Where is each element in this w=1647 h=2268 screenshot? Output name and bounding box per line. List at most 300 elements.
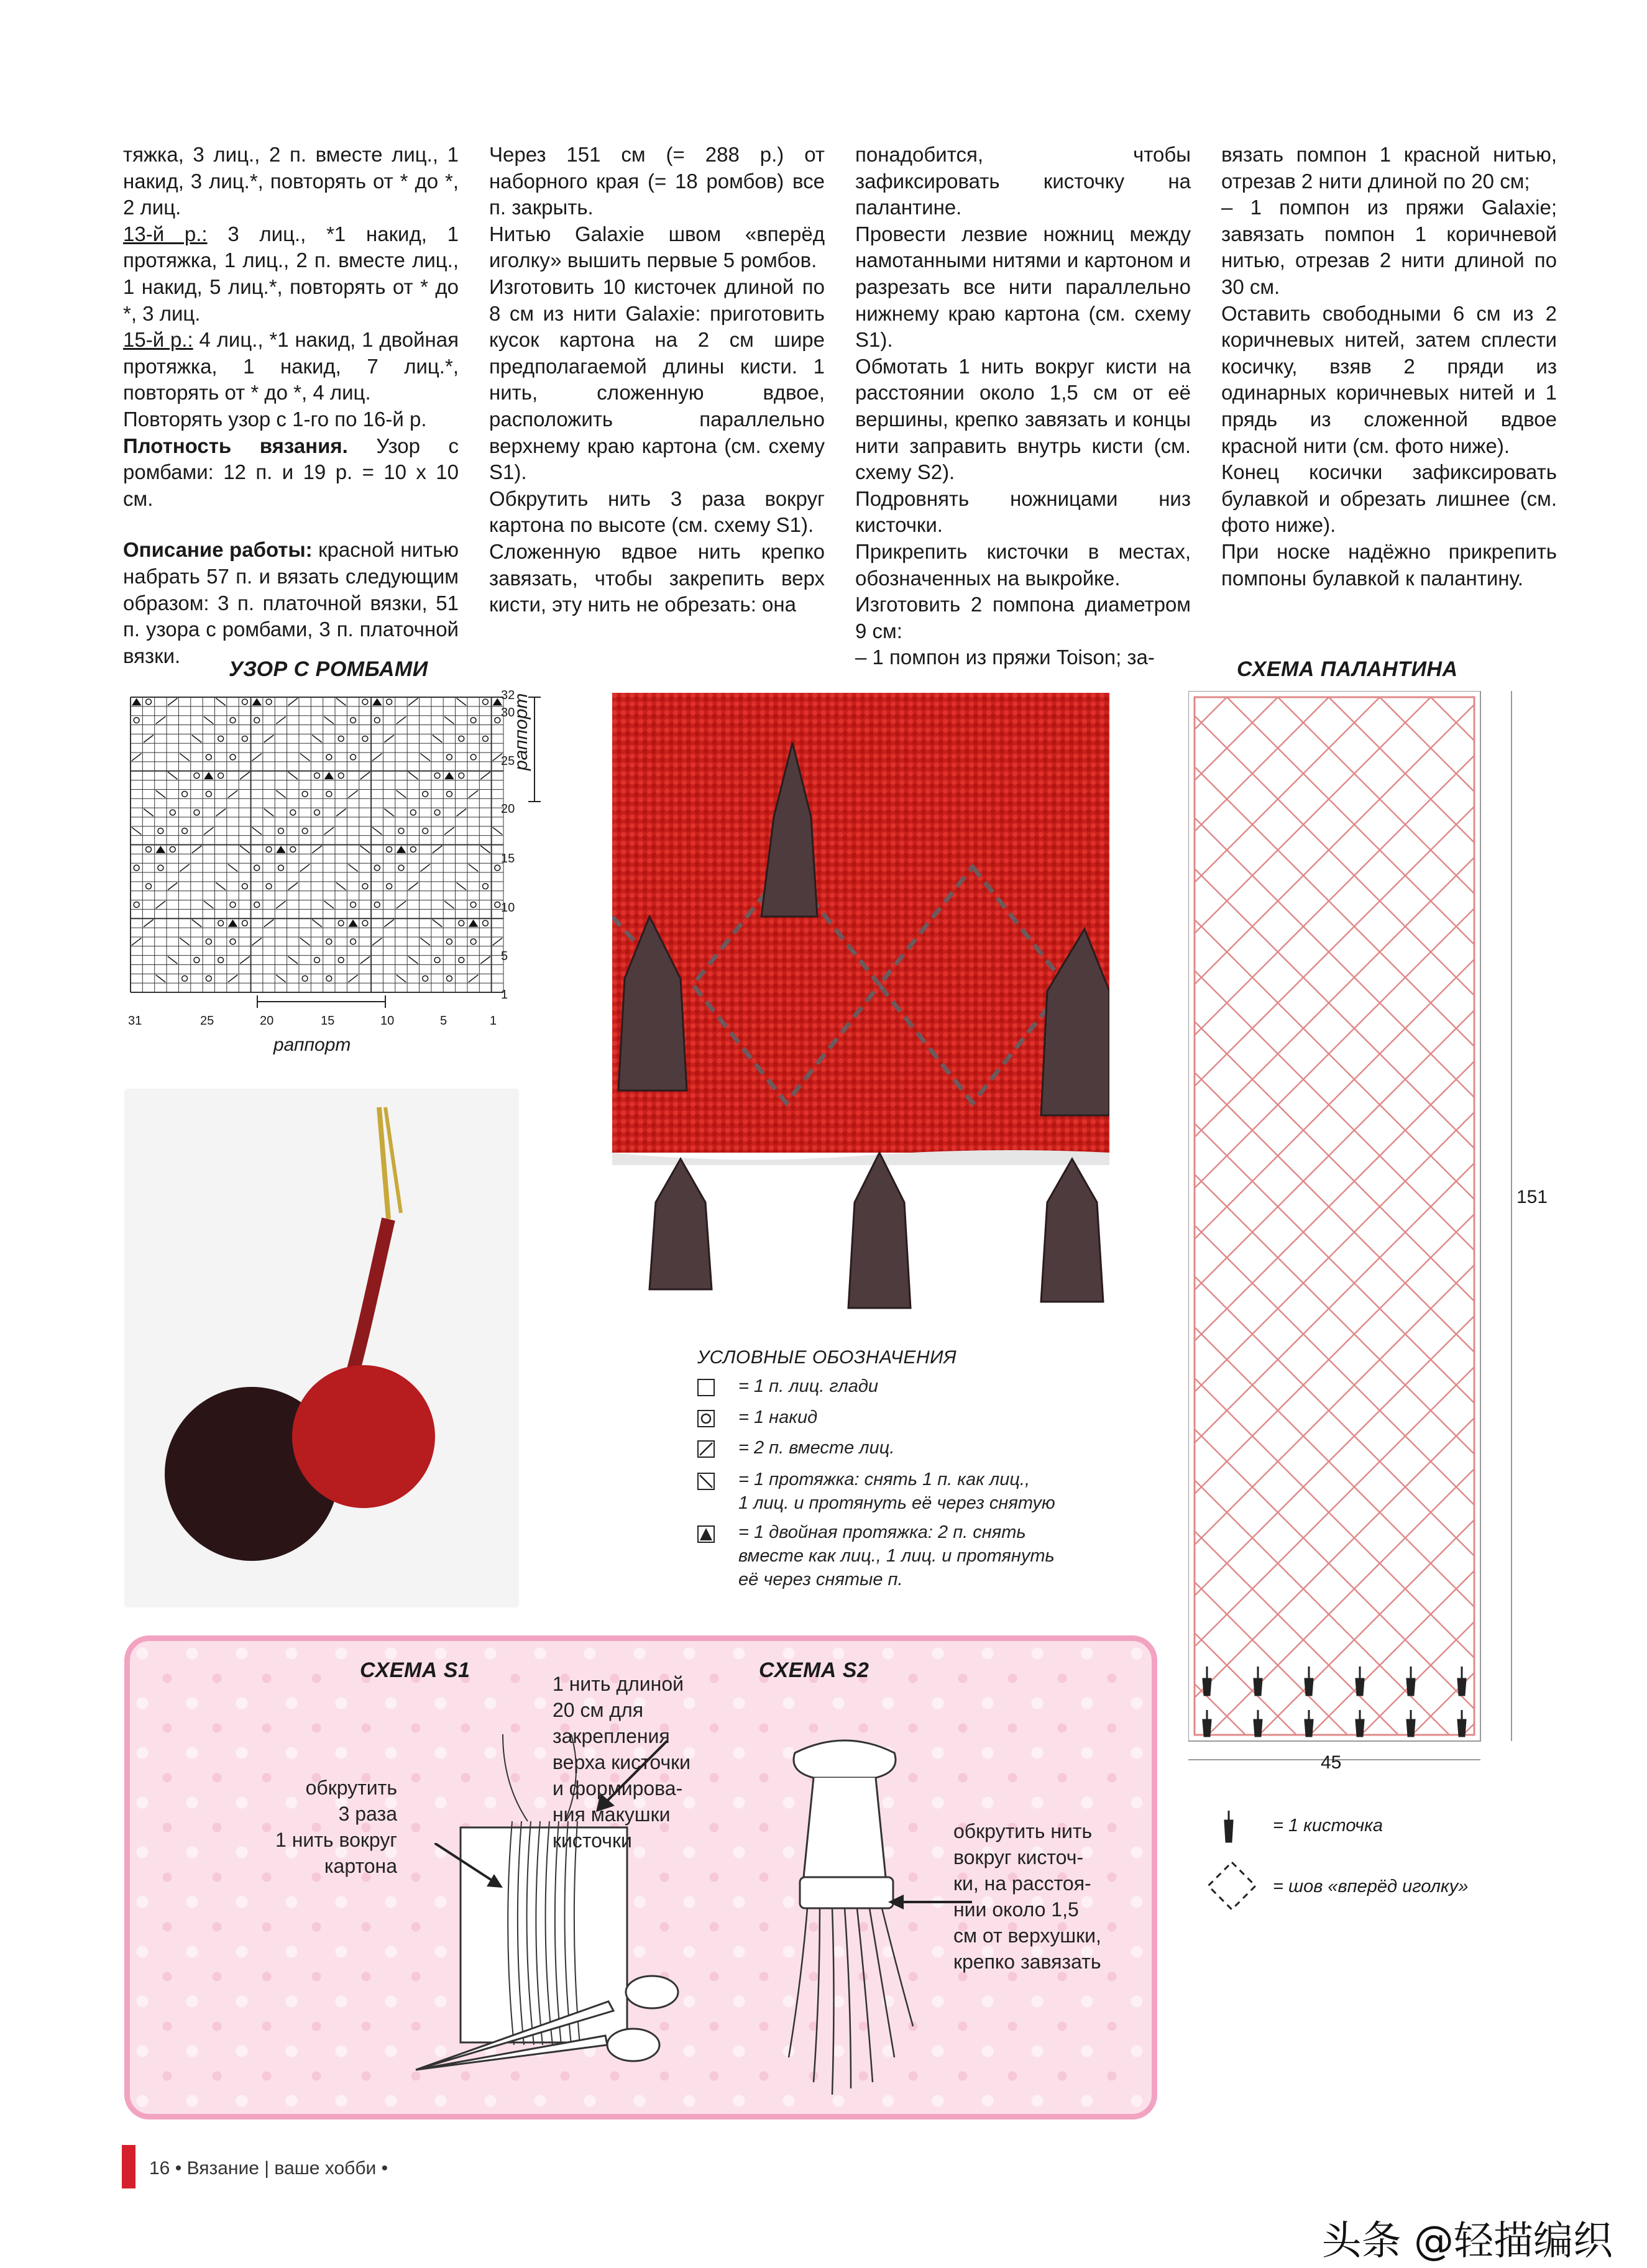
- yarn-over-symbol: [266, 699, 272, 705]
- s1-right-line: 20 см для: [553, 1699, 644, 1721]
- yarn-over-symbol: [362, 699, 368, 705]
- decrease-symbol: [324, 827, 334, 834]
- yarn-over-symbol: [194, 958, 200, 963]
- tassel-drawing: [794, 1740, 896, 1908]
- decrease-symbol: [240, 772, 249, 779]
- yarn-over-symbol: [410, 810, 416, 815]
- scheme-height-label: 151: [1516, 1187, 1548, 1207]
- yarn-over-symbol: [470, 902, 476, 908]
- decrease-symbol: [276, 975, 285, 982]
- decrease-symbol: [180, 754, 189, 761]
- yarn-over-symbol: [470, 718, 476, 723]
- yarn-over-symbol: [470, 939, 476, 944]
- yarn-over-symbol: [446, 939, 452, 944]
- decrease-symbol: [384, 920, 393, 927]
- decrease-symbol: [397, 790, 406, 798]
- s2-line: нии около 1,5: [953, 1898, 1079, 1921]
- text-column-3: [855, 142, 1191, 671]
- s1-right-line: закрепления: [553, 1725, 670, 1747]
- yarn-over-symbol: [351, 754, 356, 760]
- decrease-symbol: [240, 846, 249, 853]
- legend-tassel-text: = 1 кисточка: [1273, 1816, 1383, 1836]
- decrease-symbol: [216, 698, 225, 705]
- decrease-symbol: [264, 735, 273, 743]
- scheme-s2-drawing: [751, 1734, 950, 2107]
- yarn-over-symbol: [326, 791, 332, 797]
- decrease-symbol: [300, 938, 310, 945]
- decrease-symbol: [324, 716, 334, 724]
- decrease-symbol: [480, 956, 490, 964]
- double-decrease-symbol: [156, 846, 165, 853]
- decrease-symbol: [408, 882, 418, 890]
- legend-item: её через снятые п.: [738, 1570, 903, 1589]
- yarn-over-symbol: [434, 958, 440, 963]
- decrease-symbol: [372, 754, 382, 761]
- double-decrease-symbol: [252, 698, 261, 705]
- yarn-over-symbol: [206, 791, 211, 797]
- yarn-over-symbol: [134, 902, 139, 908]
- chart-tick: 30: [501, 706, 515, 720]
- yarn-over-symbol: [459, 773, 464, 779]
- yarn-over-symbol: [206, 976, 211, 981]
- decrease-symbol: [384, 735, 393, 743]
- paragraph: [123, 221, 459, 327]
- decrease-symbol: [264, 920, 273, 927]
- row-label: 13-й р.:: [123, 222, 208, 245]
- decrease-symbol: [433, 846, 442, 853]
- s1-left-line: 3 раза: [338, 1803, 397, 1825]
- decrease-symbol: [433, 735, 442, 743]
- paragraph: [123, 433, 459, 513]
- s1-left-line: обкрутить: [305, 1776, 397, 1799]
- decrease-symbol: [372, 827, 382, 834]
- decrease-symbol: [444, 901, 454, 908]
- s1-right-line: 1 нить длиной: [553, 1673, 684, 1695]
- chart-tick: 10: [501, 901, 515, 915]
- yarn-over-icon: [697, 1410, 715, 1427]
- bold-label: Плотность вязания.: [123, 434, 348, 457]
- decrease-symbol: [156, 790, 165, 798]
- tassel-schemes-panel: [124, 1635, 1157, 2119]
- legend-item: 1 лиц. и протянуть её через снятую: [738, 1493, 1055, 1513]
- decrease-symbol: [132, 827, 141, 834]
- decrease-symbol: [204, 827, 213, 834]
- s2-line: обкрутить нить: [953, 1820, 1093, 1842]
- paragraph: Нитью Galaxie швом «вперёд иголку» вышить первые 5 ромбов.: [489, 222, 825, 272]
- decrease-symbol: [312, 920, 321, 927]
- row-text: 4 лиц., *1 накид, 1 двойная протяжка, 1 накид, 7 лиц.*, повторять от * до *, 4 лиц.: [123, 328, 459, 405]
- yarn-over-symbol: [170, 846, 175, 852]
- yarn-over-symbol: [387, 884, 392, 889]
- running-stitch-icon: [1207, 1861, 1257, 1911]
- yarn-over-symbol: [387, 699, 392, 705]
- paragraph: – 1 помпон из пряжи Galaxie; завязать помпон 1 коричневой нитью, отрезав 2 нити длиной по 30 см.: [1221, 196, 1557, 298]
- paragraph: Оставить свободными 6 см из 2 коричневых нитей, затем сплести косичку, взяв 2 пряди из одинарных коричневых нитей и 1 прядь из сложенной вдвое красной нити (см. фото ниже).: [1221, 301, 1557, 457]
- decrease-symbol: [457, 809, 466, 816]
- yarn-over-symbol: [194, 810, 200, 815]
- yarn-over-symbol: [146, 884, 152, 889]
- knitted-fabric-photo: [612, 693, 1109, 1327]
- yarn-over-symbol: [218, 736, 224, 741]
- yarn-over-symbol: [326, 976, 332, 981]
- yarn-over-symbol: [146, 846, 152, 852]
- double-decrease-symbol: [348, 920, 357, 927]
- chart-symbols: [132, 698, 502, 982]
- fabric-illustration: [612, 693, 1109, 1327]
- decrease-symbol: [457, 882, 466, 890]
- paragraph-text: красной нитью набрать 57 п. и вязать следующим образом: 3 п. платочной вязки, 51 п. узора с ромбами, 3 п. платочной вязки.: [123, 538, 459, 667]
- s1-right-line: и формирова-: [553, 1777, 683, 1799]
- s2-line: см от верхушки,: [953, 1924, 1101, 1947]
- decrease-symbol: [156, 716, 165, 724]
- page-number: 16: [149, 2158, 170, 2179]
- decrease-symbol: [444, 827, 454, 834]
- decrease-symbol: [420, 864, 429, 872]
- yarn-over-symbol: [170, 810, 175, 815]
- yarn-over-symbol: [374, 718, 380, 723]
- decrease-symbol: [156, 901, 165, 908]
- text-column-1: [123, 142, 459, 669]
- text-column-4: [1221, 142, 1557, 592]
- yarn-over-symbol: [314, 810, 320, 815]
- decrease-symbol: [168, 772, 177, 779]
- yarn-over-symbol: [134, 865, 139, 871]
- yarn-over-symbol: [302, 828, 308, 834]
- lattice-line: [1533, 697, 1536, 1735]
- decrease-symbol: [372, 938, 382, 945]
- decrease-symbol: [168, 698, 177, 705]
- yarn-over-symbol: [206, 754, 211, 760]
- s1-left-line: картона: [324, 1855, 397, 1877]
- decrease-symbol: [312, 846, 321, 853]
- magazine-name: Вязание: [186, 2158, 259, 2179]
- paragraph: При носке надёжно прикрепить помпоны булавкой к палантину.: [1221, 539, 1557, 590]
- paragraph: Изготовить 2 помпона диаметром 9 см:: [855, 593, 1191, 642]
- yarn-over-symbol: [290, 810, 296, 815]
- legend-title: УСЛОВНЫЕ ОБОЗНАЧЕНИЯ: [697, 1347, 957, 1368]
- decrease-symbol: [144, 735, 153, 743]
- decrease-symbol: [192, 846, 201, 853]
- chart-tick: 20: [260, 1014, 274, 1028]
- yarn-over-symbol: [254, 718, 260, 723]
- yarn-over-symbol: [410, 846, 416, 852]
- double-decrease-symbol: [276, 846, 285, 853]
- decrease-symbol: [192, 920, 201, 927]
- decrease-symbol: [276, 790, 285, 798]
- s2-text: [953, 1818, 1101, 1975]
- yarn-over-symbol: [242, 920, 247, 926]
- yarn-over-symbol: [338, 958, 344, 963]
- yarn-over-symbol: [351, 718, 356, 723]
- yarn-over-symbol: [338, 920, 344, 926]
- watermark: 头条 @轻描编织: [1321, 2218, 1613, 2264]
- decrease-symbol: [144, 809, 153, 816]
- legend-stitch-text: = шов «вперёд иголку»: [1273, 1877, 1469, 1896]
- decrease-symbol: [384, 809, 393, 816]
- yarn-over-symbol: [470, 754, 476, 760]
- yarn-over-symbol: [146, 699, 152, 705]
- decrease-symbol: [420, 938, 429, 945]
- page-footer: [149, 2158, 388, 2179]
- paragraph: Обкрутить нить 3 раза вокруг картона по высоте (см. схему S1).: [489, 487, 825, 537]
- pompoms-illustration: [124, 1089, 519, 1607]
- yarn-over-symbol: [398, 865, 404, 871]
- yarn-over-symbol: [278, 865, 283, 871]
- yarn-over-symbol: [206, 939, 211, 944]
- decrease-symbol: [324, 901, 334, 908]
- chart-tick: 20: [501, 802, 515, 816]
- yarn-over-symbol: [302, 791, 308, 797]
- decrease-symbol: [180, 864, 189, 872]
- yarn-over-symbol: [218, 920, 224, 926]
- yarn-over-symbol: [434, 810, 440, 815]
- decrease-symbol: [360, 772, 370, 779]
- s1-right-line: кисточки: [553, 1829, 632, 1852]
- decrease-symbol: [480, 772, 490, 779]
- decrease-symbol: [168, 956, 177, 964]
- decrease-symbol: [348, 864, 357, 872]
- separator: •: [381, 2158, 388, 2179]
- yarn-over-symbol: [351, 939, 356, 944]
- double-decrease-symbol: [324, 772, 334, 779]
- decrease-symbol: [348, 975, 357, 982]
- decrease-symbol: [457, 698, 466, 705]
- yarn-over-symbol: [374, 865, 380, 871]
- s1-right-text: [553, 1671, 690, 1854]
- decrease-symbol: [493, 827, 502, 834]
- yarn-over-symbol: [242, 736, 247, 741]
- s1-title: СХЕМА S1: [360, 1658, 470, 1682]
- section-name: ваше хобби: [274, 2158, 377, 2179]
- decrease-symbol: [144, 920, 153, 927]
- row-text: 3 лиц., *1 накид, 1 протяжка, 1 лиц., 2 п. вместе лиц., 1 накид, 5 лиц.*, повторять от * до *, 3 лиц.: [123, 222, 459, 325]
- paragraph: – 1 помпон из пряжи Toison; за-: [855, 646, 1155, 669]
- decrease-symbol: [300, 754, 310, 761]
- separator: |: [264, 2158, 275, 2179]
- paragraph: понадобится, чтобы зафиксировать кисточку на палантине.: [855, 143, 1191, 219]
- yarn-over-symbol: [194, 773, 200, 779]
- decrease-symbol: [469, 790, 478, 798]
- paragraph: Через 151 см (= 288 р.) от наборного края (= 18 ромбов) все п. закрыть.: [489, 143, 825, 219]
- chart-repeat-label-side: раппорт: [511, 693, 531, 770]
- yarn-over-symbol: [290, 846, 296, 852]
- yarn-over-symbol: [338, 773, 344, 779]
- yarn-over-symbol: [182, 828, 188, 834]
- decrease-symbol: [300, 864, 310, 872]
- yarn-over-symbol: [483, 920, 489, 926]
- yarn-over-symbol: [182, 976, 188, 981]
- legend-item: = 1 двойная протяжка: 2 п. снять: [738, 1522, 1026, 1542]
- yarn-over-symbol: [266, 846, 272, 852]
- scheme-title: СХЕМА ПАЛАНТИНА: [1237, 657, 1458, 681]
- yarn-over-symbol: [351, 902, 356, 908]
- chart-tick: 15: [321, 1014, 335, 1028]
- chart-tick: 5: [440, 1014, 447, 1028]
- decrease-symbol: [397, 901, 406, 908]
- paragraph: [123, 327, 459, 406]
- chart-tick: 15: [501, 852, 515, 866]
- paragraph: Повторять узор с 1-го по 16-й р.: [123, 407, 427, 431]
- legend-item: = 1 накид: [738, 1407, 818, 1427]
- decrease-symbol: [348, 790, 357, 798]
- yarn-over-symbol: [398, 828, 404, 834]
- footer-accent-bar: [122, 2145, 135, 2188]
- knit-stitch-icon: [697, 1379, 715, 1396]
- chart-tick: 31: [128, 1014, 142, 1028]
- scheme-outline: [1188, 691, 1480, 1741]
- yarn-over-symbol: [230, 718, 236, 723]
- decrease-symbol: [204, 716, 213, 724]
- decrease-symbol: [336, 698, 346, 705]
- scheme-width-label: 45: [1321, 1752, 1342, 1773]
- paragraph: Прикрепить кисточки в местах, обозначенных на выкройке.: [855, 539, 1191, 590]
- yarn-over-symbol: [182, 791, 188, 797]
- k2tog-icon: [697, 1440, 715, 1458]
- yarn-over-symbol: [254, 902, 260, 908]
- double-decrease-symbol: [397, 846, 406, 853]
- paragraph: тяжка, 3 лиц., 2 п. вместе лиц., 1 накид, 3 лиц.*, повторять от * до *, 2 лиц.: [123, 143, 459, 219]
- yarn-over-symbol: [278, 828, 283, 834]
- yarn-over-symbol: [423, 791, 428, 797]
- decrease-symbol: [480, 846, 490, 853]
- legend-item: = 1 протяжка: снять 1 п. как лиц.,: [738, 1470, 1030, 1489]
- decrease-symbol: [469, 864, 478, 872]
- s1-left-text: [155, 1775, 397, 1879]
- yarn-over-symbol: [459, 736, 464, 741]
- chart-tick: 25: [501, 754, 515, 768]
- decrease-symbol: [252, 827, 261, 834]
- chart-tick: 5: [501, 949, 508, 963]
- decrease-symbol: [228, 864, 237, 872]
- yarn-over-symbol: [387, 846, 392, 852]
- paragraph: Подровнять ножницами низ кисточки.: [855, 487, 1191, 537]
- chart-repeat-label-bottom: раппорт: [273, 1035, 351, 1055]
- yarn-over-symbol: [314, 958, 320, 963]
- decrease-symbol: [168, 882, 177, 890]
- yarn-over-symbol: [158, 865, 163, 871]
- decrease-symbol: [252, 754, 261, 761]
- decrease-symbol: [408, 772, 418, 779]
- decrease-symbol: [336, 882, 346, 890]
- legend-item: вместе как лиц., 1 лиц. и протянуть: [738, 1546, 1055, 1566]
- chart-title: УЗОР С РОМБАМИ: [229, 657, 428, 681]
- paragraph: Изготовить 10 кисточек длиной по 8 см из нити Galaxie: приготовить кусок картона на 2 см шире предполагаемой длины кисти. 1 нить, сложенную вдвое, расположить параллельно верхнему краю картона (см. схему S1).: [489, 275, 825, 484]
- decrease-symbol: [156, 975, 165, 982]
- chart-grid: [131, 697, 503, 992]
- decrease-symbol: [264, 809, 273, 816]
- yarn-over-symbol: [423, 828, 428, 834]
- paragraph-text: Узор с ромбами: 12 п. и 19 р. = 10 х 10 см.: [123, 434, 459, 510]
- decrease-symbol: [204, 901, 213, 908]
- decrease-symbol: [216, 882, 225, 890]
- decrease-symbol: [276, 901, 285, 908]
- yarn-over-symbol: [446, 976, 452, 981]
- chart-tick: 32: [501, 688, 515, 702]
- s2-line: вокруг кисточ-: [953, 1846, 1084, 1868]
- decrease-symbol: [360, 846, 370, 853]
- yarn-over-symbol: [362, 920, 368, 926]
- yarn-over-symbol: [326, 939, 332, 944]
- yarn-over-symbol: [230, 939, 236, 944]
- yarn-over-symbol: [483, 736, 489, 741]
- decrease-symbol: [312, 735, 321, 743]
- yarn-over-symbol: [134, 718, 139, 723]
- row-label: 15-й р.:: [123, 328, 193, 352]
- tassel-strands: [789, 1908, 913, 2095]
- s1-right-line: верха кисточки: [553, 1751, 691, 1773]
- decrease-symbol: [397, 716, 406, 724]
- double-decrease-symbol: [372, 698, 382, 705]
- separator: •: [175, 2158, 187, 2179]
- yarn-over-symbol: [483, 699, 489, 705]
- decrease-symbol: [252, 938, 261, 945]
- legend-item: = 1 п. лиц. глади: [738, 1376, 879, 1396]
- double-decrease-symbol: [444, 772, 454, 779]
- decrease-symbol: [132, 938, 141, 945]
- pompoms-photo: [124, 1089, 519, 1607]
- decrease-symbol: [397, 975, 406, 982]
- decrease-symbol: [192, 735, 201, 743]
- paragraph: Сложенную вдвое нить крепко завязать, чтобы закрепить верх кисти, эту нить не обрезать: она: [489, 539, 825, 616]
- yarn-over-symbol: [302, 976, 308, 981]
- yarn-over-symbol: [495, 865, 500, 871]
- decrease-symbol: [216, 809, 225, 816]
- yarn-over-symbol: [374, 902, 380, 908]
- decrease-symbol: [420, 754, 429, 761]
- double-decrease-icon: [697, 1525, 715, 1543]
- paragraph: Конец косички зафиксировать булавкой и обрезать лишнее (см. фото ниже).: [1221, 460, 1557, 537]
- paragraph: Обмотать 1 нить вокруг кисти на расстоянии около 1,5 см от её вершины, крепко завязать и концы нити заправить внутрь кисти (см. схему S2).: [855, 354, 1191, 484]
- double-decrease-symbol: [469, 920, 478, 927]
- yarn-over-symbol: [326, 754, 332, 760]
- paragraph: [123, 537, 459, 669]
- s2-line: ки, на расстоя-: [953, 1872, 1091, 1895]
- yarn-over-symbol: [483, 884, 489, 889]
- decrease-symbol: [240, 956, 249, 964]
- decrease-symbol: [288, 698, 298, 705]
- s1-left-line: 1 нить вокруг: [275, 1829, 397, 1851]
- yarn-over-symbol: [314, 773, 320, 779]
- decrease-symbol: [180, 938, 189, 945]
- yarn-over-symbol: [218, 773, 224, 779]
- yarn-over-symbol: [434, 773, 440, 779]
- yarn-over-symbol: [230, 902, 236, 908]
- decrease-symbol: [132, 754, 141, 761]
- decrease-symbol: [493, 938, 502, 945]
- yarn-over-symbol: [495, 718, 500, 723]
- yarn-over-symbol: [254, 865, 260, 871]
- scarf-scheme: [1188, 691, 1536, 1772]
- yarn-over-symbol: [362, 736, 368, 741]
- yarn-over-symbol: [158, 828, 163, 834]
- chart-tick: 10: [380, 1014, 395, 1028]
- double-decrease-symbol: [204, 772, 213, 779]
- decrease-symbol: [469, 975, 478, 982]
- decrease-symbol: [336, 809, 346, 816]
- paragraph: Провести лезвие ножниц между намотанными нитями и картоном и разрезать все нити параллельно нижнему краю картона (см. схему S1).: [855, 222, 1191, 352]
- yarn-over-symbol: [338, 736, 344, 741]
- yarn-over-symbol: [230, 754, 236, 760]
- decrease-symbol: [288, 772, 298, 779]
- chart-tick: 1: [501, 988, 508, 1002]
- yarn-over-symbol: [362, 884, 368, 889]
- legend-item: = 2 п. вместе лиц.: [738, 1438, 895, 1458]
- decrease-symbol: [408, 698, 418, 705]
- s1-right-line: ния макушки: [553, 1803, 671, 1826]
- decrease-symbol: [288, 956, 298, 964]
- decrease-symbol: [360, 956, 370, 964]
- yarn-over-symbol: [266, 884, 272, 889]
